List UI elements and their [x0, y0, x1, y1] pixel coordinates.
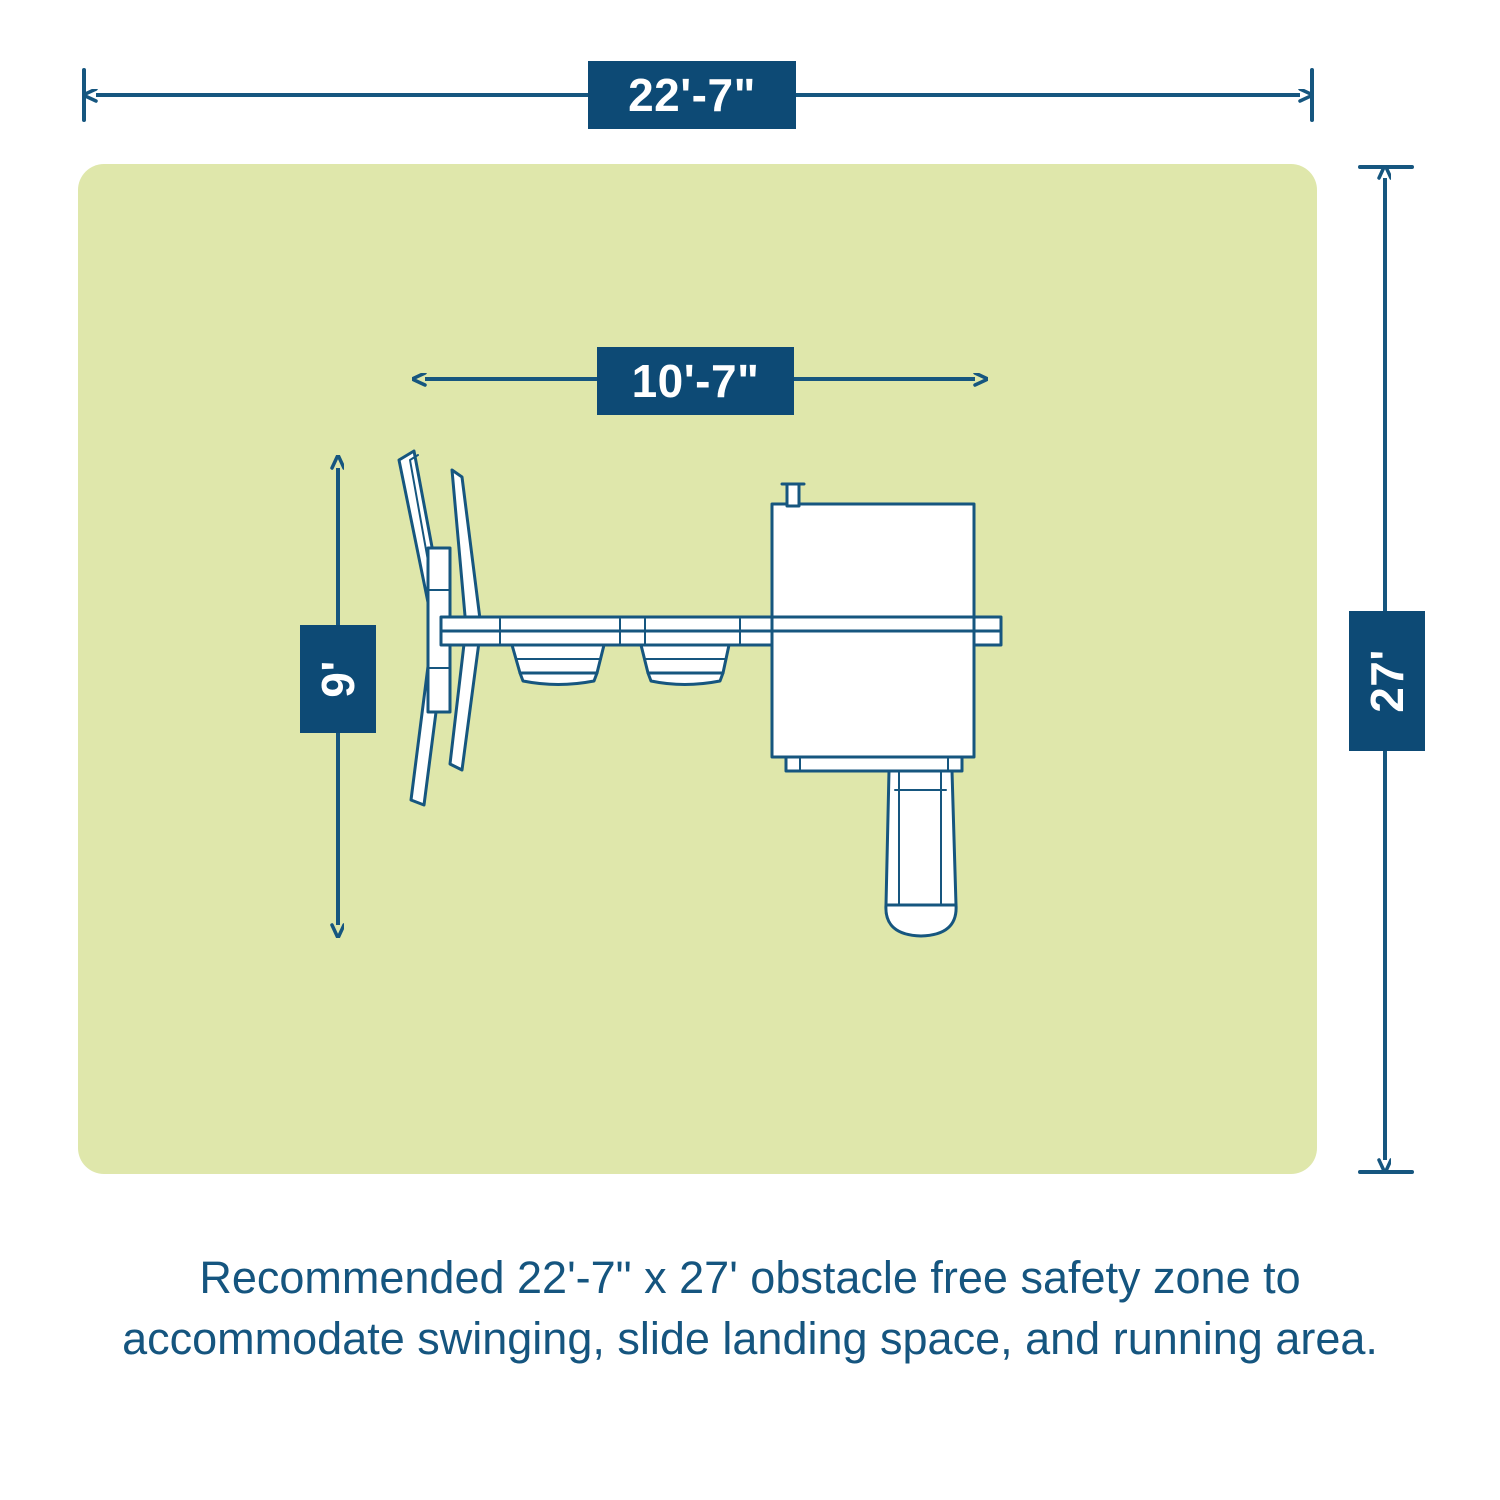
- structure-height-label: [300, 625, 376, 733]
- overall-height-label: [1349, 611, 1425, 751]
- structure-height-label-text: 9': [312, 660, 364, 698]
- safety-zone-area: [78, 164, 1317, 1174]
- structure-width-label: 10'-7": [597, 347, 794, 415]
- overall-width-label: 22'-7": [588, 61, 796, 129]
- overall-height-label-text: 27': [1360, 649, 1413, 713]
- safety-zone-caption: Recommended 22'-7" x 27' obstacle free safety zone to accommodate swinging, slide landing space, and running area.: [122, 1252, 1378, 1364]
